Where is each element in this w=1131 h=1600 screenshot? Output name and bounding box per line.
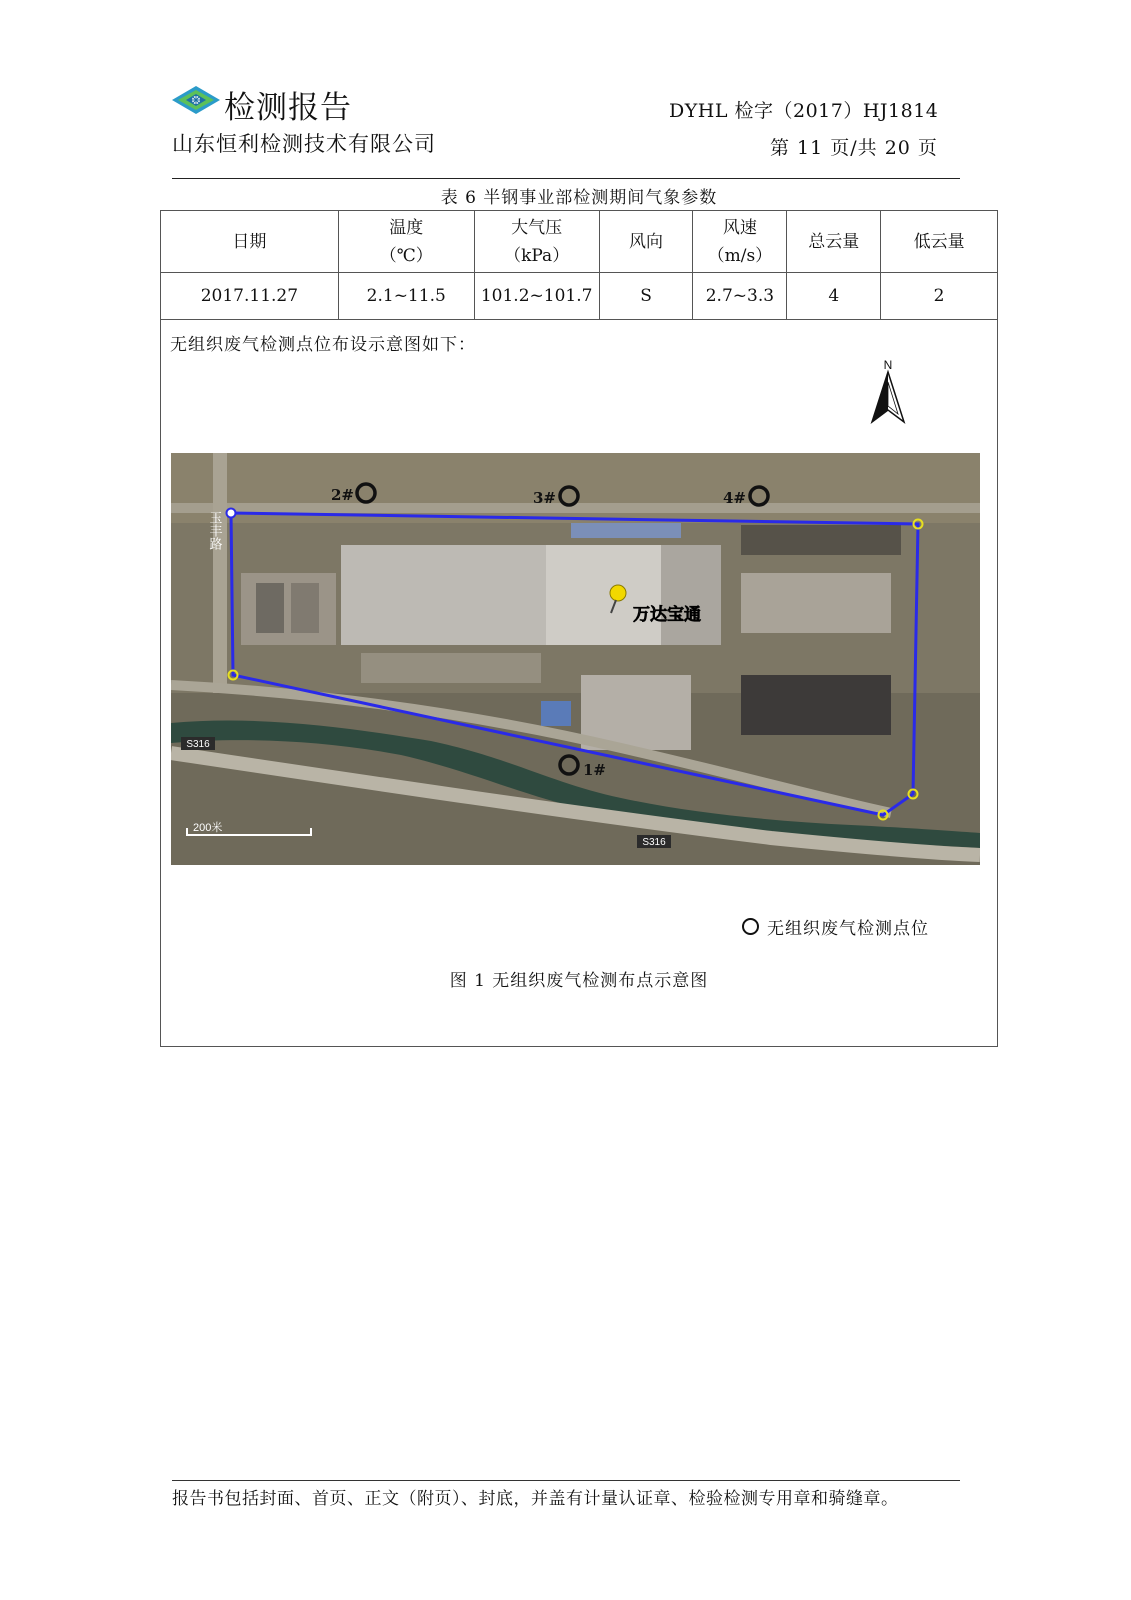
company-name: 山东恒利检测技术有限公司 <box>172 132 436 156</box>
cell-low-cloud: 2 <box>881 273 998 320</box>
cell-wind-direction: S <box>599 273 693 320</box>
header-date: 日期 <box>161 211 339 273</box>
monitoring-point-3-label: 3# <box>533 489 557 507</box>
figure-intro-text: 无组织废气检测点位布设示意图如下： <box>170 335 476 355</box>
circle-icon <box>742 918 759 935</box>
header-wind-direction: 风向 <box>599 211 693 273</box>
page-number: 第 11 页/共 20 页 <box>770 137 938 159</box>
cell-total-cloud: 4 <box>787 273 881 320</box>
north-compass <box>868 358 908 428</box>
highway-label-2: S316 <box>642 837 666 848</box>
report-logo-title: 检测报告 <box>224 90 352 126</box>
company-logo <box>170 82 222 118</box>
footer-note: 报告书包括封面、首页、正文（附页）、封底，并盖有计量认证章、检验检测专用章和骑缝章。 <box>172 1489 899 1509</box>
scale-label: 200米 <box>193 822 223 834</box>
highway-label: S316 <box>186 739 210 750</box>
header-divider <box>172 178 960 179</box>
header-low-cloud: 低云量 <box>881 211 998 273</box>
monitoring-point-2-label: 2# <box>331 486 355 504</box>
legend-label: 无组织废气检测点位 <box>767 919 929 939</box>
header-total-cloud: 总云量 <box>787 211 881 273</box>
table-header-row <box>161 211 998 273</box>
header-wind-speed: 风速 （m/s） <box>693 211 787 273</box>
map-legend <box>742 914 929 939</box>
cell-wind-speed: 2.7~3.3 <box>693 273 787 320</box>
site-map <box>171 453 980 865</box>
cell-date: 2017.11.27 <box>161 273 339 320</box>
table-row <box>161 273 998 320</box>
road-label: 玉丰路 <box>207 511 223 550</box>
compass-label: N <box>883 358 893 372</box>
footer-divider <box>172 1480 960 1481</box>
site-map-image <box>171 453 980 865</box>
report-number: DYHL 检字（2017）HJ1814 <box>669 100 939 122</box>
figure-caption: 图 1 无组织废气检测布点示意图 <box>449 971 709 991</box>
monitoring-point-1-label: 1# <box>583 761 607 779</box>
cell-temperature: 2.1~11.5 <box>338 273 474 320</box>
north-arrow-icon <box>868 358 908 428</box>
monitoring-point-4-label: 4# <box>723 489 747 507</box>
place-label: 万达宝通 <box>633 605 701 624</box>
meteorological-table <box>160 210 998 320</box>
table-title: 表 6 半钢事业部检测期间气象参数 <box>440 188 718 208</box>
header-pressure: 大气压 （kPa） <box>474 211 599 273</box>
cell-pressure: 101.2~101.7 <box>474 273 599 320</box>
logo-icon <box>170 82 222 118</box>
header-temperature: 温度 （℃） <box>338 211 474 273</box>
